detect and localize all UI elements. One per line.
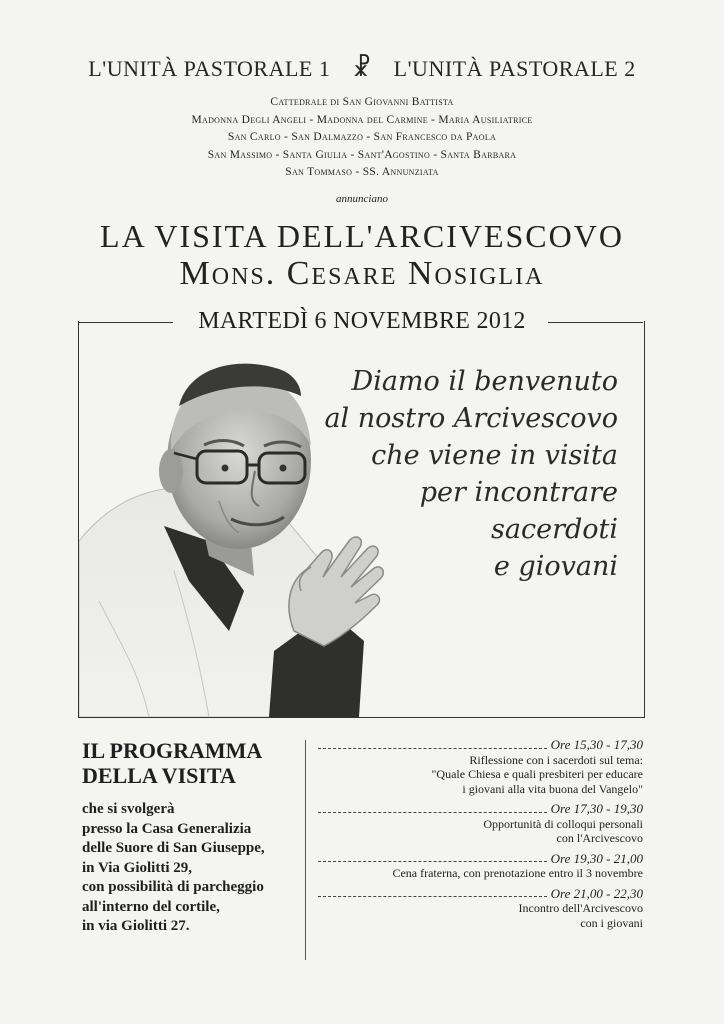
slot-desc-line: Riflessione con i sacerdoti sul tema: (469, 752, 643, 767)
parish-line: San Massimo - Santa Giulia - Sant'Agostino - Santa Barbara (207, 148, 517, 161)
welcome-message (324, 363, 618, 585)
location-line: in via Giolitti 27. (82, 918, 190, 934)
slot-time: Ore 15,30 - 17,30 (550, 737, 643, 752)
welcome-line: che viene in visita (371, 440, 618, 471)
page-title (0, 218, 724, 292)
parish-line: San Carlo - San Dalmazzo - San Francesco da Paola (227, 131, 497, 143)
slot-time: Ore 19,30 - 21,00 (550, 850, 643, 866)
slot-desc (318, 753, 643, 797)
slot-desc-line: Opportunità di colloqui personali (483, 816, 643, 831)
header-left: L'UNITÀ PASTORALE 1 (88, 55, 331, 81)
slot-desc-line: Incontro dell'Arcivescovo (518, 901, 643, 915)
schedule-slot (318, 887, 643, 931)
welcome-line: Diamo il benvenuto (351, 366, 618, 397)
schedule-slot (318, 738, 643, 796)
location-line: all'interno del cortile, (82, 898, 220, 915)
slot-desc (318, 901, 643, 930)
location-line: in Via Giolitti 29, (82, 859, 193, 876)
column-divider (305, 740, 306, 960)
program-title-line-1: IL PROGRAMMA (82, 738, 263, 763)
header (0, 54, 724, 83)
title-line-2: Mons. Cesare Nosiglia (179, 255, 545, 292)
slot-desc-line: i giovani alla vita buona del Vangelo" (462, 781, 643, 796)
slot-desc-line: con i giovani (580, 915, 643, 930)
welcome-line: e giovani (493, 551, 618, 582)
schedule (318, 738, 643, 936)
program-title (82, 738, 262, 788)
announce-text: annunciano (336, 193, 388, 205)
chi-rho-icon: ☧ (352, 56, 372, 82)
title-line-1: LA VISITA DELL'ARCIVESCOVO (100, 218, 624, 254)
schedule-slot (318, 852, 643, 881)
slot-desc-line: "Quale Chiesa e quali presbiteri per educare (431, 767, 643, 781)
schedule-slot (318, 802, 643, 846)
program-title-line-2: DELLA VISITA (82, 763, 236, 788)
program-location (82, 800, 265, 937)
photo-frame (78, 321, 645, 718)
event-date: MARTEDÌ 6 NOVEMBRE 2012 (198, 308, 526, 334)
parish-line: San Tommaso - SS. Annunziata (285, 166, 439, 178)
welcome-line: sacerdoti (491, 514, 618, 545)
slot-desc-line: con l'Arcivescovo (556, 831, 643, 845)
slot-time: Ore 17,30 - 19,30 (550, 801, 643, 816)
slot-desc (318, 817, 643, 846)
location-line: delle Suore di San Giuseppe, (82, 840, 265, 856)
location-line: che si svolgerà (82, 801, 175, 817)
slot-desc-line: Cena fraterna, con prenotazione entro il 3 novembre (392, 866, 643, 880)
location-line: con possibilità di parcheggio (82, 879, 264, 895)
welcome-line: al nostro Arcivescovo (324, 403, 618, 434)
location-line: presso la Casa Generalizia (82, 820, 252, 837)
parish-line: Madonna Degli Angeli - Madonna del Carmine - Maria Ausiliatrice (191, 113, 533, 126)
slot-time: Ore 21,00 - 22,30 (550, 885, 643, 901)
parish-line: Cattedrale di San Giovanni Battista (270, 96, 454, 108)
welcome-line: per incontrare (419, 477, 618, 508)
header-right: L'UNITÀ PASTORALE 2 (393, 55, 636, 81)
slot-desc (318, 866, 643, 881)
parish-list (0, 94, 724, 182)
